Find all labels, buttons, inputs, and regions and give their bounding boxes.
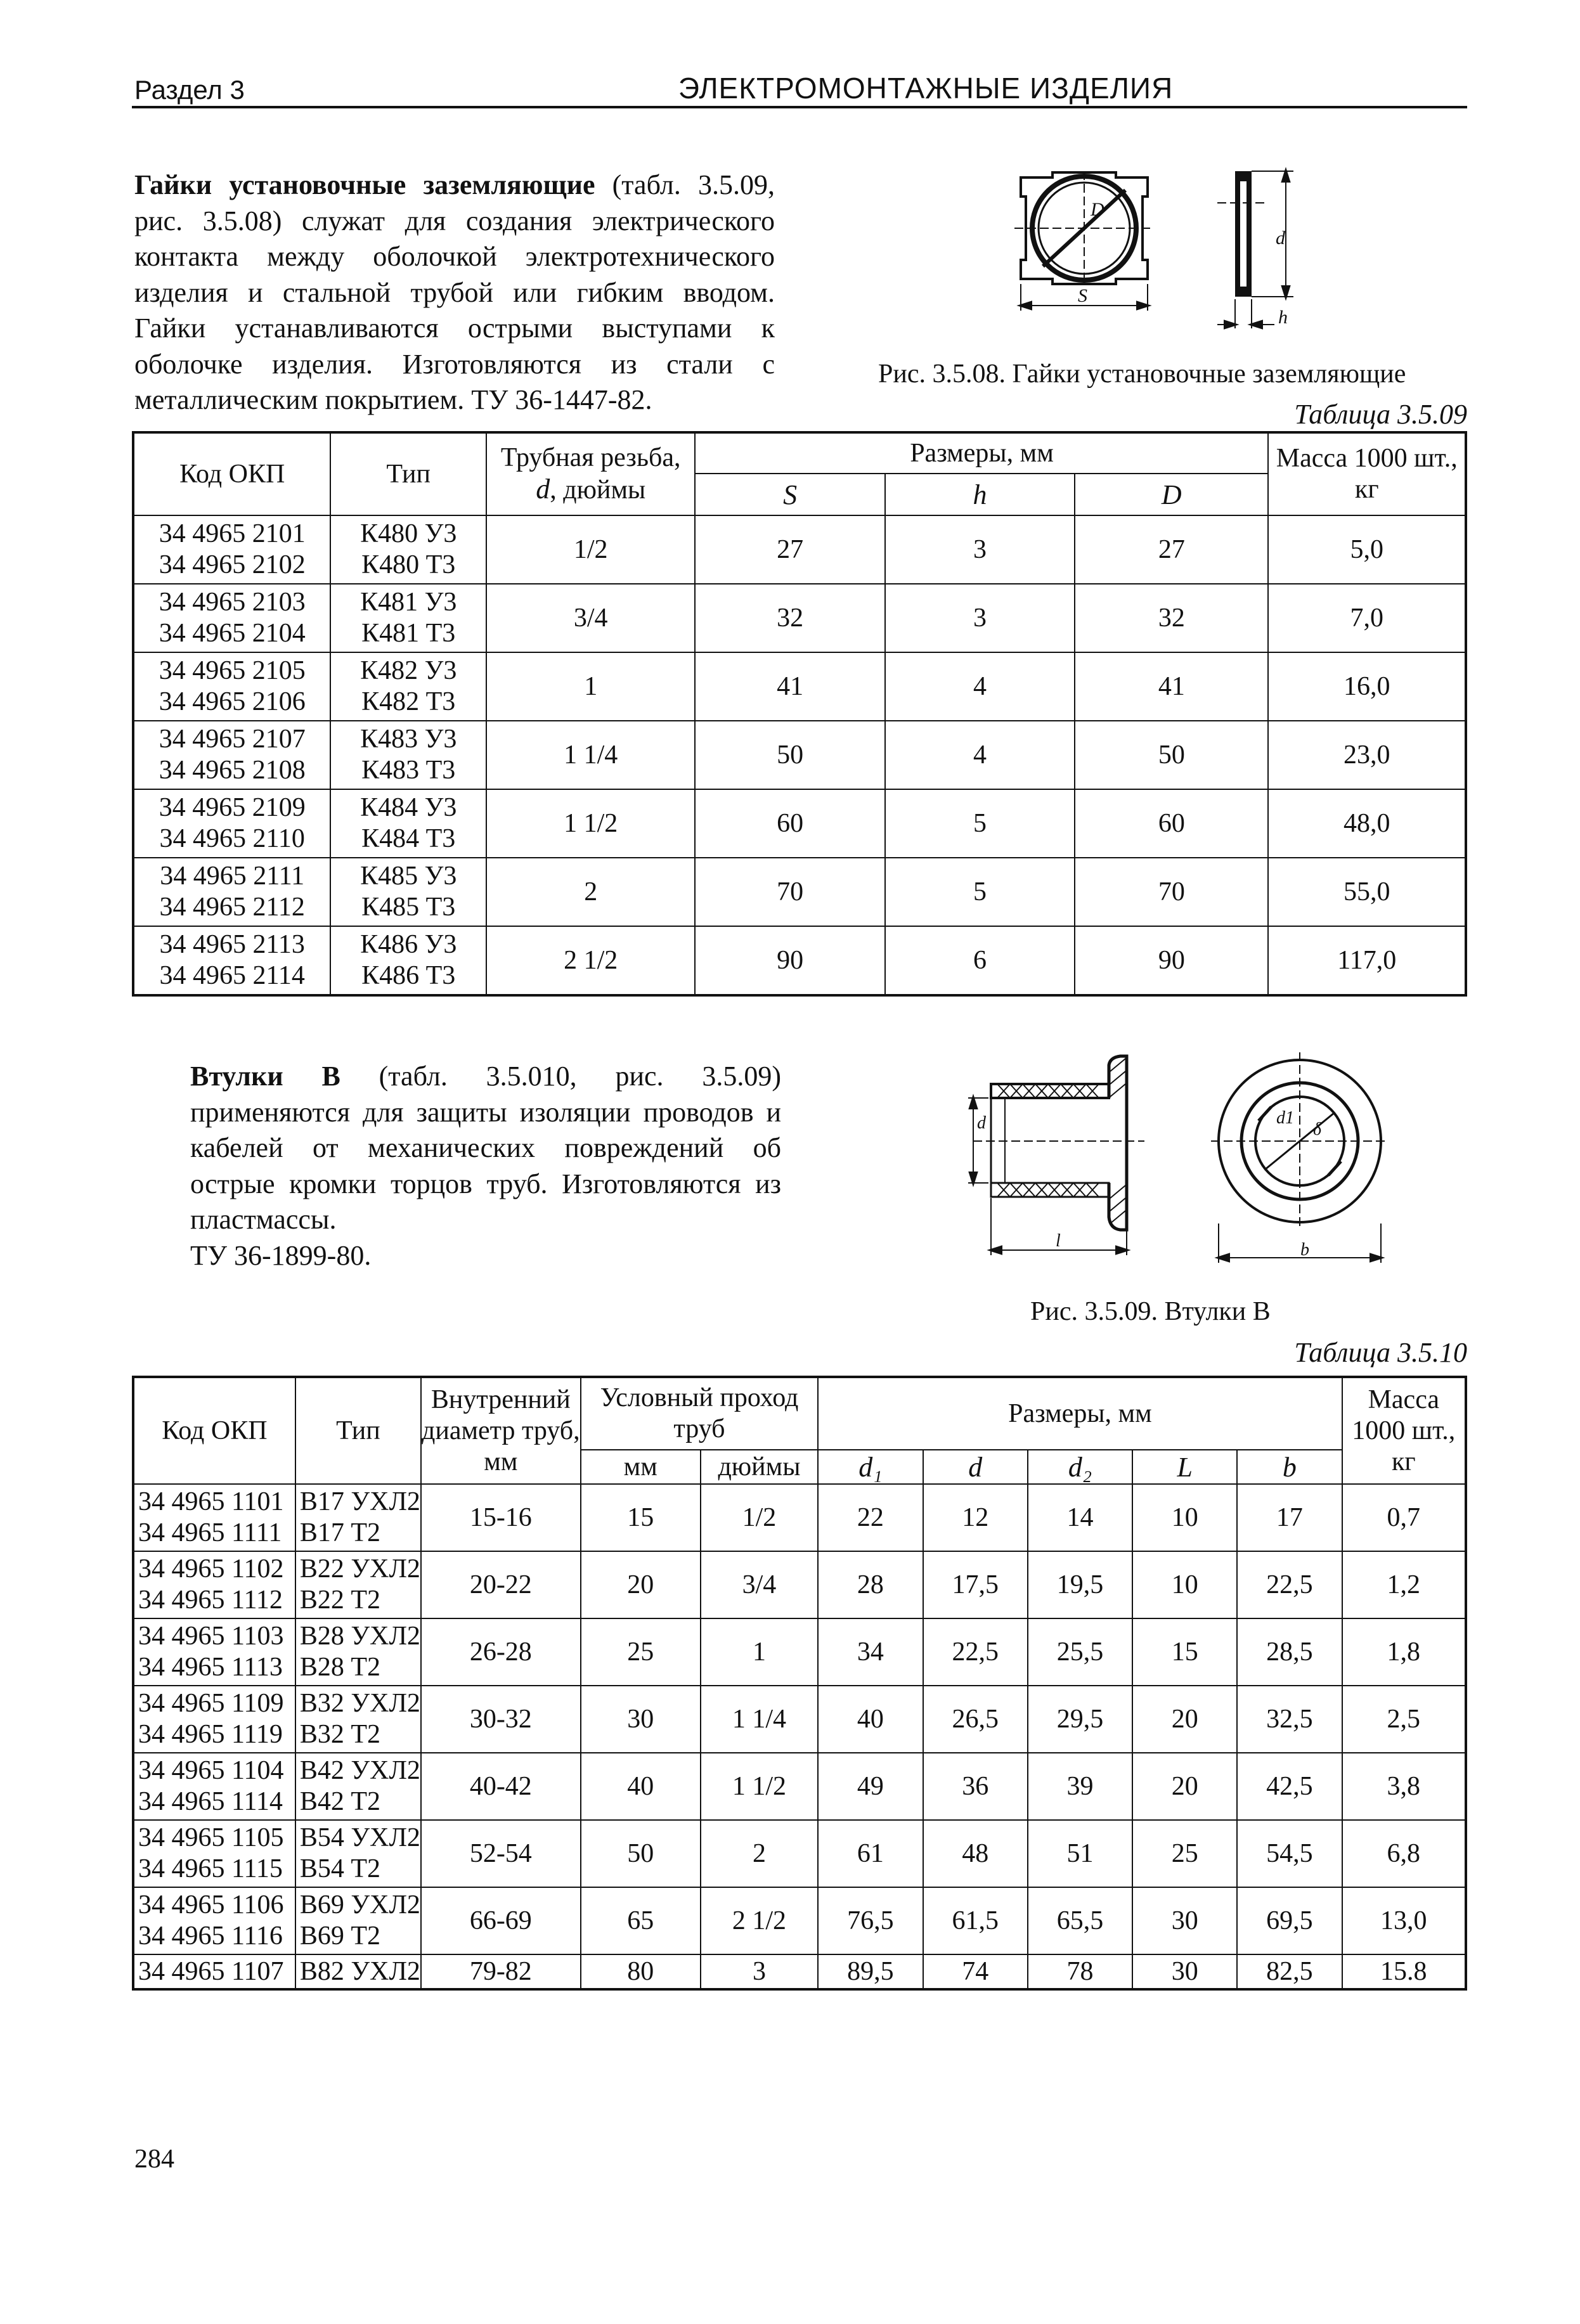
header-d2: d₂ [1028, 1450, 1132, 1484]
nuts-text: (табл. 3.5.09, рис. 3.5.08) служат для создания электрического контакта между оболочкой электротехнического изделия и стальной трубой или гибким вводом. Гайки устанавливаются острыми выступами к оболочке изделия. Изготовляются из стали с металлическим покрытием. ТУ 36-1447-82. [134, 169, 775, 415]
type-cell: В69 УХЛ2 В69 Т2 [295, 1887, 421, 1954]
inch-cell: 3/4 [701, 1551, 819, 1618]
header-sizes: Размеры, мм [695, 432, 1268, 474]
table-row [133, 1954, 1466, 1989]
s-cell: 27 [695, 515, 884, 584]
page-number: 284 [134, 2145, 174, 2174]
header-sizes: Размеры, мм [818, 1377, 1342, 1450]
inner-cell: 40-42 [421, 1753, 581, 1820]
bushings-text: (табл. 3.5.010, рис. 3.5.09) применяются для защиты изоляции проводов и кабелей от механических повреждений об острые кромки торцов труб. Изготовляются из пластмассы. [190, 1061, 781, 1235]
b-cell: 22,5 [1237, 1551, 1342, 1618]
b-cell: 32,5 [1237, 1686, 1342, 1753]
d1-cell: 40 [818, 1686, 923, 1753]
d-cell: 70 [1075, 858, 1268, 926]
b-cell: 17 [1237, 1484, 1342, 1551]
mass-cell: 48,0 [1268, 789, 1466, 858]
l-cell: 10 [1132, 1551, 1237, 1618]
d2-cell: 39 [1028, 1753, 1132, 1820]
s-cell: 70 [695, 858, 884, 926]
type-cell: К481 У3 К481 Т3 [330, 584, 486, 652]
l-cell: 10 [1132, 1484, 1237, 1551]
d-cell: 17,5 [923, 1551, 1028, 1618]
table2-label: Таблица 3.5.10 [1294, 1337, 1467, 1368]
s-cell: 60 [695, 789, 884, 858]
type-cell: В82 УХЛ2 [295, 1954, 421, 1989]
h-cell: 5 [885, 858, 1075, 926]
s-cell: 50 [695, 721, 884, 789]
inner-cell: 15-16 [421, 1484, 581, 1551]
d1-cell: 61 [818, 1820, 923, 1887]
h-cell: 5 [885, 789, 1075, 858]
l-cell: 25 [1132, 1820, 1237, 1887]
page-title: ЭЛЕКТРОМОНТАЖНЫЕ ИЗДЕЛИЯ [678, 72, 1174, 105]
label-b: b [1300, 1240, 1309, 1260]
s-cell: 41 [695, 652, 884, 721]
h-cell: 4 [885, 652, 1075, 721]
table-row [133, 858, 1466, 926]
nuts-description [134, 167, 775, 418]
header-type: Тип [330, 432, 486, 515]
mass-cell: 1,2 [1342, 1551, 1466, 1618]
bushing-figure [961, 1040, 1392, 1268]
inner-cell: 20-22 [421, 1551, 581, 1618]
table-row [133, 1753, 1466, 1820]
mass-cell: 15.8 [1342, 1954, 1466, 1989]
nut-figure [976, 158, 1331, 349]
okp-cell: 34 4965 2113 34 4965 2114 [133, 926, 330, 995]
table-row [133, 1686, 1466, 1753]
inch-cell: 2 [701, 1820, 819, 1887]
okp-cell: 34 4965 2107 34 4965 2108 [133, 721, 330, 789]
mm-cell: 50 [581, 1820, 701, 1887]
h-cell: 3 [885, 584, 1075, 652]
label-S: S [1078, 285, 1087, 306]
okp-cell: 34 4965 1101 34 4965 1111 [133, 1484, 295, 1551]
mm-cell: 65 [581, 1887, 701, 1954]
header-h: h [885, 474, 1075, 515]
d2-cell: 51 [1028, 1820, 1132, 1887]
okp-cell: 34 4965 2101 34 4965 2102 [133, 515, 330, 584]
okp-cell: 34 4965 1102 34 4965 1112 [133, 1551, 295, 1618]
okp-cell: 34 4965 1105 34 4965 1115 [133, 1820, 295, 1887]
d-cell: 48 [923, 1820, 1028, 1887]
d-cell: 26,5 [923, 1686, 1028, 1753]
d-cell: 27 [1075, 515, 1268, 584]
inch-cell: 1 [701, 1618, 819, 1686]
table1-label: Таблица 3.5.09 [1294, 399, 1467, 430]
d-cell: 22,5 [923, 1618, 1028, 1686]
table-row [133, 1820, 1466, 1887]
header-d: D [1075, 474, 1268, 515]
type-cell: К486 У3 К486 Т3 [330, 926, 486, 995]
l-cell: 20 [1132, 1686, 1237, 1753]
label-d: d [1276, 228, 1285, 249]
header-l: L [1132, 1450, 1237, 1484]
thread-cell: 2 [486, 858, 696, 926]
label-d1: d1 [1276, 1108, 1294, 1128]
mass-cell: 0,7 [1342, 1484, 1466, 1551]
header-d: d [923, 1450, 1028, 1484]
mass-cell: 13,0 [1342, 1887, 1466, 1954]
label-d: d [977, 1113, 986, 1133]
thread-cell: 1/2 [486, 515, 696, 584]
mass-cell: 16,0 [1268, 652, 1466, 721]
okp-cell: 34 4965 1104 34 4965 1114 [133, 1753, 295, 1820]
type-cell: К485 У3 К485 Т3 [330, 858, 486, 926]
mass-cell: 3,8 [1342, 1753, 1466, 1820]
header-mass: Масса 1000 шт., кг [1342, 1377, 1466, 1484]
d-cell: 50 [1075, 721, 1268, 789]
l-cell: 30 [1132, 1887, 1237, 1954]
header-thread-unit: , дюймы [550, 475, 646, 505]
okp-cell: 34 4965 1107 [133, 1954, 295, 1989]
mass-cell: 23,0 [1268, 721, 1466, 789]
mass-cell: 117,0 [1268, 926, 1466, 995]
b-cell: 82,5 [1237, 1954, 1342, 1989]
type-cell: В17 УХЛ2 В17 Т2 [295, 1484, 421, 1551]
thread-cell: 2 1/2 [486, 926, 696, 995]
inch-cell: 1 1/2 [701, 1753, 819, 1820]
d1-cell: 22 [818, 1484, 923, 1551]
mm-cell: 30 [581, 1686, 701, 1753]
header-divider [132, 106, 1467, 108]
label-delta: δ [1313, 1120, 1322, 1139]
thread-cell: 1 1/4 [486, 721, 696, 789]
mm-cell: 25 [581, 1618, 701, 1686]
header-s: S [695, 474, 884, 515]
table-row [133, 721, 1466, 789]
inch-cell: 3 [701, 1954, 819, 1989]
mm-cell: 40 [581, 1753, 701, 1820]
d2-cell: 65,5 [1028, 1887, 1132, 1954]
type-cell: К483 У3 К483 Т3 [330, 721, 486, 789]
okp-cell: 34 4965 2109 34 4965 2110 [133, 789, 330, 858]
figure2-caption: Рис. 3.5.09. Втулки В [1030, 1297, 1271, 1326]
table-row [133, 652, 1466, 721]
thread-cell: 3/4 [486, 584, 696, 652]
d-cell: 32 [1075, 584, 1268, 652]
table-row [133, 1484, 1466, 1551]
mm-cell: 15 [581, 1484, 701, 1551]
d-cell: 36 [923, 1753, 1028, 1820]
inch-cell: 2 1/2 [701, 1887, 819, 1954]
mass-cell: 55,0 [1268, 858, 1466, 926]
header-inner-diameter: Внутренний диаметр труб, мм [421, 1377, 581, 1484]
header-mm: мм [581, 1450, 701, 1484]
bushings-description [190, 1059, 781, 1274]
header-okp: Код ОКП [133, 1377, 295, 1484]
l-cell: 20 [1132, 1753, 1237, 1820]
label-h: h [1278, 307, 1288, 328]
label-l: l [1056, 1231, 1061, 1251]
b-cell: 69,5 [1237, 1887, 1342, 1954]
mass-cell: 5,0 [1268, 515, 1466, 584]
d1-cell: 89,5 [818, 1954, 923, 1989]
type-cell: К482 У3 К482 Т3 [330, 652, 486, 721]
type-cell: В28 УХЛ2 В28 Т2 [295, 1618, 421, 1686]
header-passage: Условный проход труб [581, 1377, 819, 1450]
inner-cell: 79-82 [421, 1954, 581, 1989]
header-d1: d₁ [818, 1450, 923, 1484]
label-D: D [1091, 199, 1104, 220]
b-cell: 28,5 [1237, 1618, 1342, 1686]
table-row [133, 926, 1466, 995]
type-cell: В22 УХЛ2 В22 Т2 [295, 1551, 421, 1618]
okp-cell: 34 4965 2103 34 4965 2104 [133, 584, 330, 652]
d2-cell: 78 [1028, 1954, 1132, 1989]
bushings-lead: Втулки В [190, 1061, 340, 1092]
header-inch: дюймы [701, 1450, 819, 1484]
d1-cell: 28 [818, 1551, 923, 1618]
header-b: b [1237, 1450, 1342, 1484]
nuts-lead: Гайки установочные заземляющие [134, 169, 595, 200]
s-cell: 32 [695, 584, 884, 652]
inner-cell: 26-28 [421, 1618, 581, 1686]
header-type: Тип [295, 1377, 421, 1484]
table-row [133, 1551, 1466, 1618]
table-row [133, 1887, 1466, 1954]
mass-cell: 1,8 [1342, 1618, 1466, 1686]
thread-cell: 1 [486, 652, 696, 721]
inch-cell: 1/2 [701, 1484, 819, 1551]
okp-cell: 34 4965 1106 34 4965 1116 [133, 1887, 295, 1954]
header-okp: Код ОКП [133, 432, 330, 515]
table-row [133, 584, 1466, 652]
h-cell: 6 [885, 926, 1075, 995]
l-cell: 30 [1132, 1954, 1237, 1989]
header-thread-symbol: d [536, 474, 550, 505]
table-row [133, 515, 1466, 584]
mm-cell: 80 [581, 1954, 701, 1989]
d-cell: 61,5 [923, 1887, 1028, 1954]
inner-cell: 52-54 [421, 1820, 581, 1887]
inch-cell: 1 1/4 [701, 1686, 819, 1753]
thread-cell: 1 1/2 [486, 789, 696, 858]
okp-cell: 34 4965 2105 34 4965 2106 [133, 652, 330, 721]
bushings-table [132, 1376, 1467, 1991]
d2-cell: 25,5 [1028, 1618, 1132, 1686]
figure1-caption: Рис. 3.5.08. Гайки установочные заземляющие [878, 359, 1406, 389]
table-row [133, 789, 1466, 858]
d2-cell: 14 [1028, 1484, 1132, 1551]
d2-cell: 19,5 [1028, 1551, 1132, 1618]
mass-cell: 7,0 [1268, 584, 1466, 652]
d1-cell: 34 [818, 1618, 923, 1686]
d-cell: 60 [1075, 789, 1268, 858]
d-cell: 12 [923, 1484, 1028, 1551]
okp-cell: 34 4965 1103 34 4965 1113 [133, 1618, 295, 1686]
d2-cell: 29,5 [1028, 1686, 1132, 1753]
type-cell: В42 УХЛ2 В42 Т2 [295, 1753, 421, 1820]
header-mass: Масса 1000 шт., кг [1268, 432, 1466, 515]
d1-cell: 76,5 [818, 1887, 923, 1954]
section-label: Раздел 3 [134, 75, 245, 105]
table-row [133, 1618, 1466, 1686]
d1-cell: 49 [818, 1753, 923, 1820]
h-cell: 4 [885, 721, 1075, 789]
mm-cell: 20 [581, 1551, 701, 1618]
type-cell: К480 У3 К480 Т3 [330, 515, 486, 584]
inner-cell: 66-69 [421, 1887, 581, 1954]
header-thread-title: Трубная резьба, [500, 443, 681, 472]
d-cell: 74 [923, 1954, 1028, 1989]
mass-cell: 6,8 [1342, 1820, 1466, 1887]
h-cell: 3 [885, 515, 1075, 584]
header-thread [486, 432, 696, 515]
inner-cell: 30-32 [421, 1686, 581, 1753]
mass-cell: 2,5 [1342, 1686, 1466, 1753]
d-cell: 90 [1075, 926, 1268, 995]
bushings-tu: ТУ 36-1899-80. [190, 1239, 372, 1271]
s-cell: 90 [695, 926, 884, 995]
nuts-table [132, 431, 1467, 997]
type-cell: К484 У3 К484 Т3 [330, 789, 486, 858]
d-cell: 41 [1075, 652, 1268, 721]
b-cell: 54,5 [1237, 1820, 1342, 1887]
okp-cell: 34 4965 1109 34 4965 1119 [133, 1686, 295, 1753]
type-cell: В32 УХЛ2 В32 Т2 [295, 1686, 421, 1753]
b-cell: 42,5 [1237, 1753, 1342, 1820]
type-cell: В54 УХЛ2 В54 Т2 [295, 1820, 421, 1887]
l-cell: 15 [1132, 1618, 1237, 1686]
okp-cell: 34 4965 2111 34 4965 2112 [133, 858, 330, 926]
